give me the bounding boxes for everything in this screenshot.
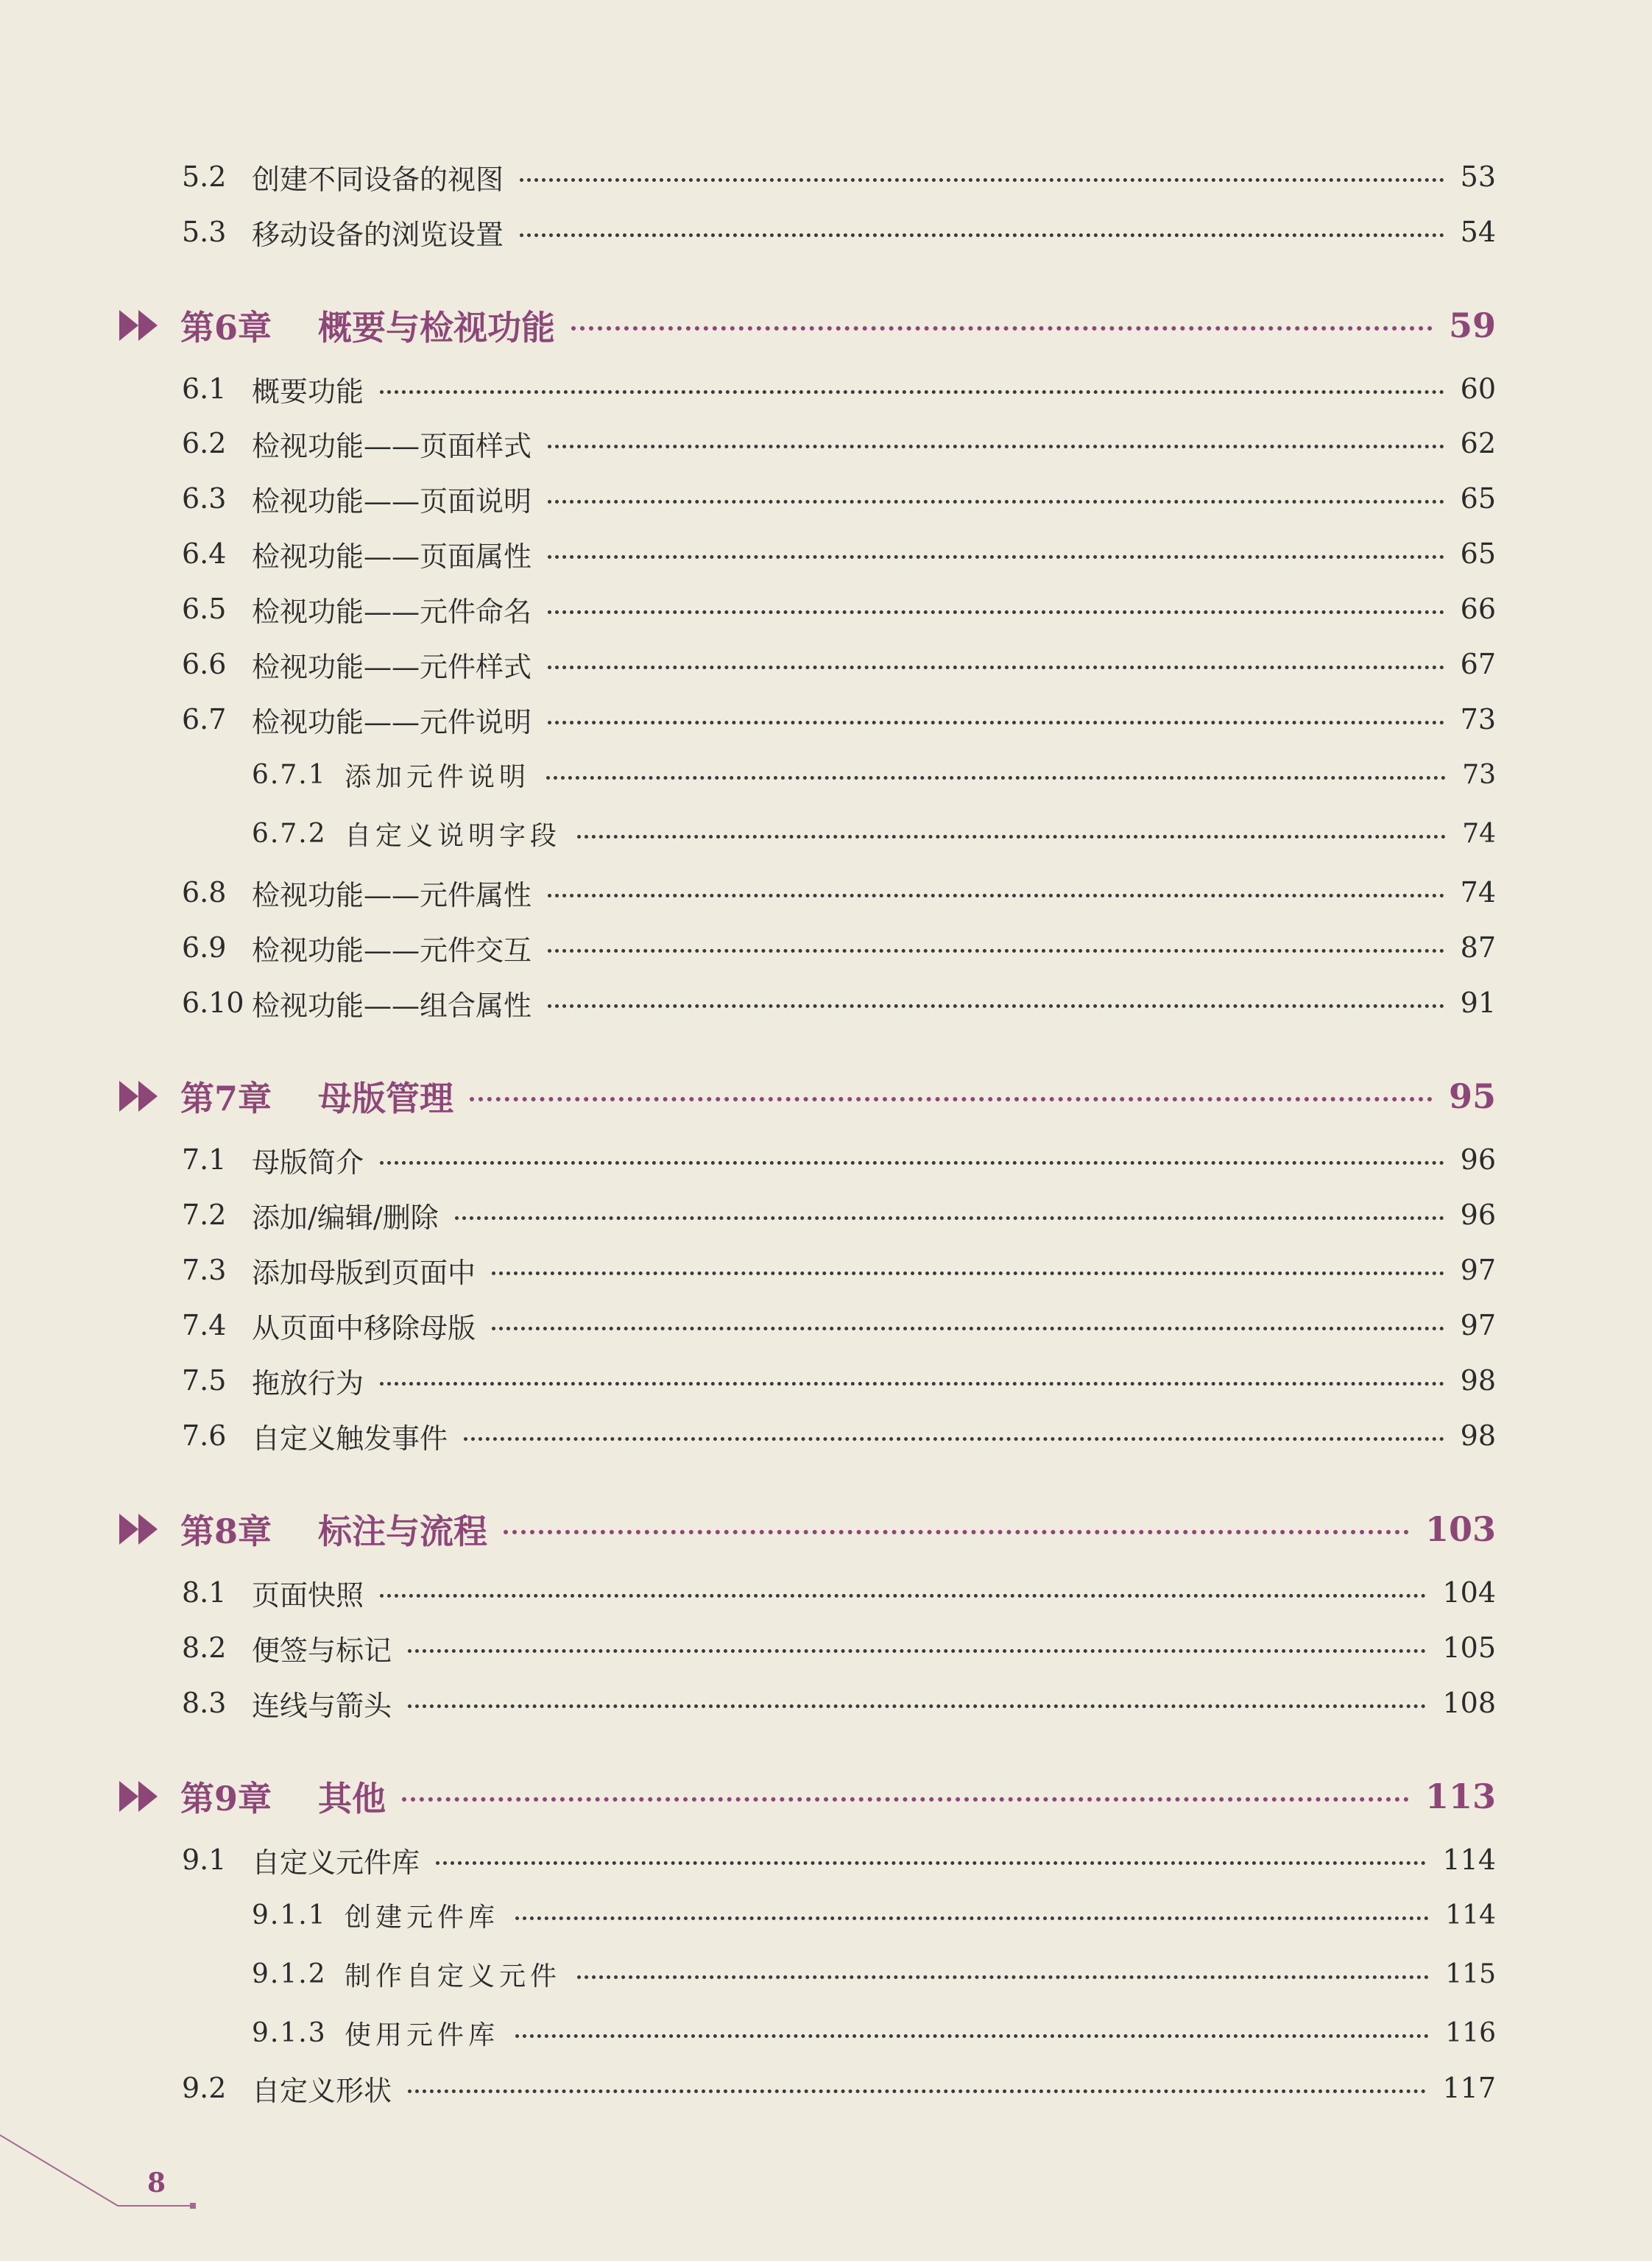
toc-page-number: 96 <box>1460 1199 1496 1231</box>
chapter-arrow-icon <box>119 1771 158 1822</box>
chapter-arrow-icon <box>119 1070 158 1122</box>
toc-title: 检视功能——元件说明 <box>252 705 532 738</box>
toc-section <box>0 1360 1652 1401</box>
toc-number: 9.1.1 <box>252 1900 327 1930</box>
toc-title: 母版管理 <box>318 1079 453 1118</box>
leader-dots <box>548 721 1444 724</box>
toc-title: 检视功能——元件属性 <box>252 878 532 911</box>
leader-dots <box>571 326 1433 331</box>
toc-subsection <box>0 754 1652 795</box>
toc-number: 7.4 <box>182 1309 227 1341</box>
toc-number: 9.1.2 <box>252 1958 327 1989</box>
leader-dots <box>548 894 1444 897</box>
toc-number: 第8章 <box>180 1512 272 1551</box>
toc-section <box>0 368 1652 409</box>
toc-title: 创建不同设备的视图 <box>252 163 504 196</box>
toc-section <box>0 2067 1652 2109</box>
toc-number: 7.3 <box>182 1254 227 1286</box>
leader-dots <box>548 500 1444 504</box>
leader-dots <box>548 555 1444 559</box>
toc-number: 6.4 <box>182 537 227 570</box>
leader-dots <box>380 1382 1444 1386</box>
leader-dots <box>492 1327 1444 1330</box>
toc-number: 6.3 <box>182 482 227 515</box>
leader-dots <box>504 1530 1409 1534</box>
toc-number: 6.7 <box>182 703 227 736</box>
toc-number: 第7章 <box>180 1079 272 1118</box>
toc-number: 第6章 <box>180 308 272 348</box>
toc-number: 6.9 <box>182 931 227 964</box>
toc-page-number: 87 <box>1460 931 1496 964</box>
leader-dots <box>470 1097 1433 1101</box>
toc-title: 添加母版到页面中 <box>252 1256 476 1289</box>
toc-title: 自定义形状 <box>252 2074 392 2107</box>
toc-title: 制作自定义元件 <box>345 1961 562 1992</box>
toc-number: 6.1 <box>182 373 227 405</box>
toc-section <box>0 1305 1652 1346</box>
chapter-arrow-icon <box>119 300 158 351</box>
toc-number: 5.2 <box>182 161 227 193</box>
toc-section <box>0 1839 1652 1880</box>
toc-number: 7.6 <box>182 1419 227 1452</box>
leader-dots <box>515 2034 1429 2038</box>
toc-title: 检视功能——元件样式 <box>252 650 532 683</box>
leader-dots <box>577 1975 1429 1979</box>
toc-number: 6.2 <box>182 427 227 459</box>
leader-dots <box>548 1004 1444 1008</box>
toc-chapter <box>0 300 1652 351</box>
toc-page-number: 91 <box>1460 987 1496 1019</box>
toc-title: 页面快照 <box>252 1579 364 1612</box>
toc-number: 6.5 <box>182 593 227 625</box>
toc-number: 8.1 <box>182 1576 227 1609</box>
toc-page-number: 117 <box>1442 2072 1496 2104</box>
toc-chapter <box>0 1070 1652 1122</box>
toc-page-number: 97 <box>1460 1309 1496 1341</box>
toc-title: 检视功能——元件交互 <box>252 934 532 967</box>
toc-section <box>0 1249 1652 1291</box>
leader-dots <box>380 1161 1444 1165</box>
toc-page-number: 73 <box>1460 703 1496 736</box>
toc-title: 自定义元件库 <box>252 1846 420 1879</box>
toc-page-number: 74 <box>1460 876 1496 909</box>
toc-page-number: 116 <box>1445 2017 1496 2048</box>
leader-dots <box>548 610 1444 614</box>
toc-page-number: 108 <box>1442 1687 1496 1719</box>
toc-page-number: 65 <box>1460 482 1496 515</box>
toc-number: 6.7.1 <box>252 759 327 790</box>
toc-page-number: 105 <box>1442 1632 1496 1664</box>
toc-section <box>0 872 1652 913</box>
toc-number: 9.2 <box>182 2072 227 2104</box>
footer-decoration <box>0 2120 199 2209</box>
toc-section <box>0 1682 1652 1724</box>
toc-title: 从页面中移除母版 <box>252 1311 476 1344</box>
toc-title: 标注与流程 <box>318 1512 487 1551</box>
leader-dots <box>548 949 1444 953</box>
leader-dots <box>436 1861 1426 1865</box>
leader-dots <box>464 1437 1444 1441</box>
leader-dots <box>515 1916 1429 1920</box>
toc-page-number: 97 <box>1460 1254 1496 1286</box>
toc-page-number: 104 <box>1442 1576 1496 1609</box>
toc-section <box>0 156 1652 197</box>
toc-title: 概要功能 <box>252 375 364 408</box>
toc-section <box>0 588 1652 629</box>
toc-page-number: 74 <box>1462 818 1496 849</box>
leader-dots <box>548 445 1444 448</box>
toc-page-number: 67 <box>1460 648 1496 680</box>
toc-number: 7.5 <box>182 1364 227 1397</box>
leader-dots <box>408 1704 1426 1708</box>
toc-number: 8.2 <box>182 1632 227 1664</box>
toc-title: 检视功能——组合属性 <box>252 989 532 1022</box>
toc-title: 移动设备的浏览设置 <box>252 218 504 251</box>
toc-number: 5.3 <box>182 216 227 248</box>
toc-number: 7.1 <box>182 1143 227 1176</box>
toc-page-number: 59 <box>1448 306 1496 345</box>
leader-dots <box>492 1271 1444 1275</box>
toc-title: 添加/编辑/删除 <box>252 1201 439 1234</box>
toc-title: 自定义说明字段 <box>345 820 562 851</box>
toc-number: 8.3 <box>182 1687 227 1719</box>
toc-page-number: 98 <box>1460 1364 1496 1397</box>
leader-dots <box>408 1649 1426 1653</box>
toc-page-number: 95 <box>1448 1076 1496 1116</box>
toc-title: 添加元件说明 <box>345 761 531 792</box>
toc-number: 9.1.3 <box>252 2017 327 2048</box>
leader-dots <box>402 1797 1409 1802</box>
toc-number: 9.1 <box>182 1844 227 1876</box>
leader-dots <box>520 233 1444 237</box>
leader-dots <box>546 776 1446 780</box>
toc-page-number: 115 <box>1445 1958 1496 1989</box>
toc-subsection <box>0 1894 1652 1936</box>
toc-title: 检视功能——页面样式 <box>252 429 532 462</box>
toc-section <box>0 533 1652 574</box>
toc-number: 6.8 <box>182 876 227 909</box>
toc-chapter <box>0 1771 1652 1822</box>
toc-title: 创建元件库 <box>345 1902 500 1933</box>
toc-page-number: 114 <box>1445 1900 1496 1930</box>
toc-title: 使用元件库 <box>345 2020 500 2050</box>
toc-page-number: 66 <box>1460 593 1496 625</box>
toc-section <box>0 982 1652 1023</box>
leader-dots <box>577 835 1446 839</box>
toc-section <box>0 1572 1652 1613</box>
toc-title: 概要与检视功能 <box>318 308 555 348</box>
toc-page-number: 96 <box>1460 1143 1496 1176</box>
toc-section <box>0 423 1652 464</box>
toc-page-number: 62 <box>1460 427 1496 459</box>
toc-page-number: 65 <box>1460 537 1496 570</box>
toc-page-number: 114 <box>1442 1844 1496 1876</box>
leader-dots <box>520 178 1444 182</box>
leader-dots <box>380 1594 1426 1598</box>
leader-dots <box>380 390 1444 394</box>
toc-subsection <box>0 813 1652 854</box>
toc-subsection <box>0 2012 1652 2053</box>
toc-section <box>0 927 1652 968</box>
toc-page-number: 53 <box>1460 161 1496 193</box>
toc-title: 连线与箭头 <box>252 1689 392 1722</box>
leader-dots <box>408 2089 1426 2093</box>
toc-section <box>0 1194 1652 1235</box>
toc-title: 自定义触发事件 <box>252 1422 448 1455</box>
toc-number: 6.6 <box>182 648 227 680</box>
toc-page-number: 54 <box>1460 216 1496 248</box>
toc-section <box>0 643 1652 685</box>
leader-dots <box>455 1216 1444 1220</box>
toc-page-number: 98 <box>1460 1419 1496 1452</box>
toc-number: 6.7.2 <box>252 818 327 849</box>
toc-section <box>0 1627 1652 1668</box>
toc-page-number: 73 <box>1462 759 1496 790</box>
toc-title: 便签与标记 <box>252 1634 392 1667</box>
toc-section <box>0 699 1652 740</box>
toc-title: 母版简介 <box>252 1146 364 1179</box>
toc-title: 检视功能——页面说明 <box>252 484 532 518</box>
toc-page-number: 113 <box>1425 1777 1496 1816</box>
toc-page-number: 103 <box>1425 1509 1496 1549</box>
page-number: 8 <box>147 2167 166 2198</box>
toc-section <box>0 1415 1652 1456</box>
toc-number: 6.10 <box>182 987 244 1019</box>
toc-title: 其他 <box>318 1779 386 1819</box>
toc-section <box>0 478 1652 519</box>
chapter-arrow-icon <box>119 1503 158 1555</box>
toc-title: 拖放行为 <box>252 1366 364 1400</box>
toc-title: 检视功能——元件命名 <box>252 595 532 628</box>
toc-page-number: 60 <box>1460 373 1496 405</box>
toc-subsection <box>0 1953 1652 1994</box>
toc-section <box>0 1139 1652 1180</box>
toc-number: 7.2 <box>182 1199 227 1231</box>
toc-section <box>0 211 1652 253</box>
toc-title: 检视功能——页面属性 <box>252 540 532 573</box>
leader-dots <box>548 666 1444 669</box>
toc-number: 第9章 <box>180 1779 272 1819</box>
toc-chapter <box>0 1503 1652 1555</box>
